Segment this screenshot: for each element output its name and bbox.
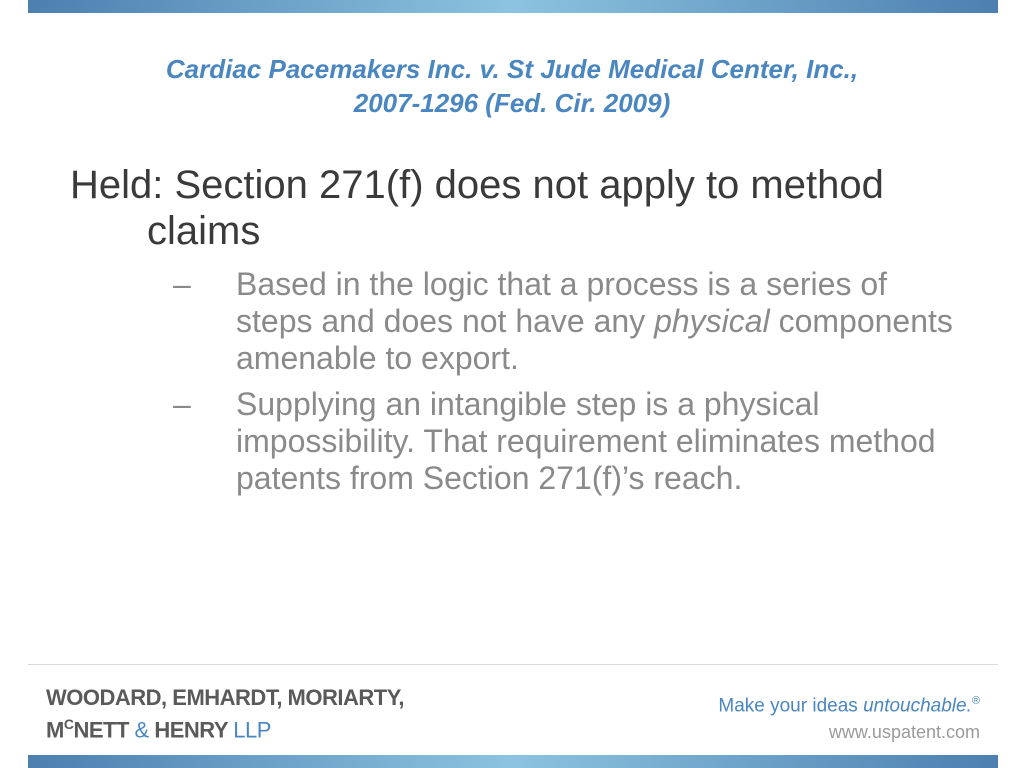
logo-henry: HENRY	[148, 717, 234, 743]
sub-bullet-2	[173, 386, 963, 497]
logo-line-1: WOODARD, EMHARDT, MORIARTY,	[46, 685, 405, 710]
logo-ampersand: &	[134, 717, 149, 743]
website-url[interactable]: www.uspatent.com	[828, 722, 980, 743]
sub-bullet-list	[173, 266, 963, 506]
footer-divider	[28, 664, 998, 665]
footer-tagline	[718, 688, 980, 745]
logo-mc: M	[46, 717, 64, 743]
tagline-text	[718, 688, 980, 719]
title-line-2: 2007-1296 (Fed. Cir. 2009)	[353, 88, 671, 118]
sub-bullet-1-text-end: components amenable to export.	[236, 303, 953, 376]
sub-bullet-1	[173, 266, 963, 377]
firm-logo	[46, 684, 404, 743]
slide-title	[60, 52, 964, 120]
sub-bullet-2-text: Supplying an intangible step is a physical impossibility. That requirement eliminates method patents from Section 271(f)’s reach.	[236, 386, 936, 496]
bottom-accent-bar	[28, 755, 998, 768]
logo-llp: LLP	[233, 717, 271, 743]
logo-nett: NETT	[73, 717, 135, 743]
main-bullet: Held: Section 271(f) does not apply to method claims	[70, 163, 884, 253]
dash-bullet-icon: –	[173, 266, 191, 302]
sub-bullet-1-emphasis: physical	[654, 303, 770, 339]
tagline-emphasis: untouchable.	[863, 695, 972, 717]
logo-line-2	[46, 711, 404, 743]
registered-mark: ®	[971, 695, 980, 707]
logo-mc-superscript: C	[63, 716, 74, 732]
sub-bullet-1-text: Based in the logic that a process is a series of steps and does not have any	[236, 266, 888, 339]
dash-bullet-icon: –	[173, 386, 191, 422]
title-line-1: Cardiac Pacemakers Inc. v. St Jude Medical Center, Inc.,	[165, 54, 859, 84]
top-accent-bar	[28, 0, 998, 13]
tagline-prefix: Make your ideas	[718, 695, 864, 717]
